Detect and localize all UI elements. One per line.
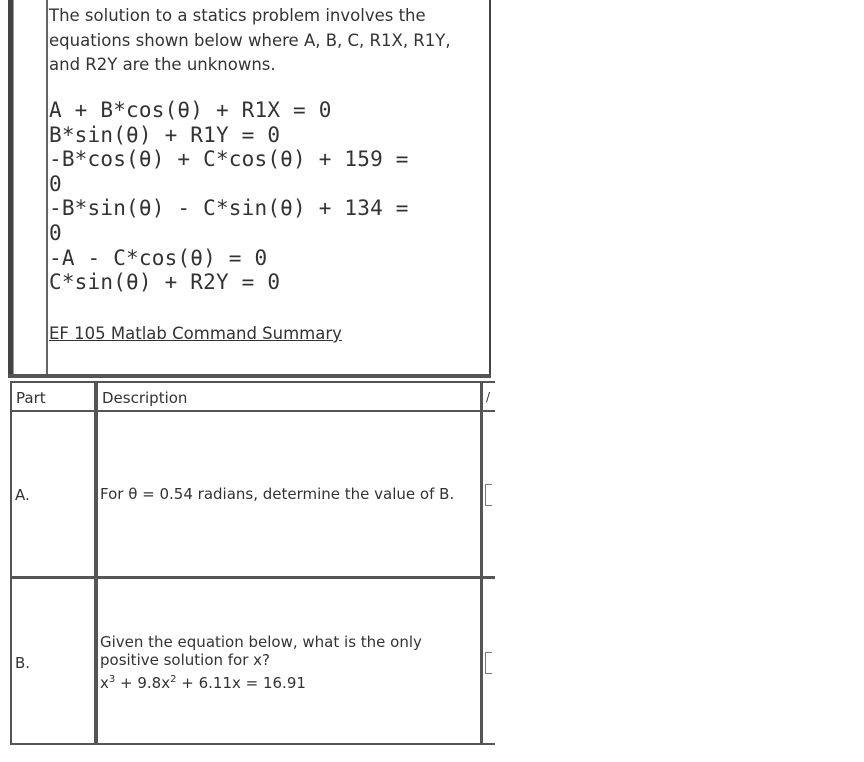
header-description: [96, 381, 482, 412]
eq-x: x: [100, 674, 109, 692]
row-b-equation: [100, 671, 460, 692]
header-answer-label: /: [486, 390, 491, 404]
header-answer: [481, 381, 495, 412]
row-a-part-label: A.: [15, 486, 30, 504]
problem-intro: The solution to a statics problem involves the equations shown below where A, B, C, R1X, R1Y, and R2Y are the unknowns.: [49, 6, 451, 74]
equation-line: -B*sin(θ) - C*sin(θ) + 134 =: [49, 196, 409, 221]
right-border: [489, 0, 491, 376]
equation-line: A + B*cos(θ) + R1X = 0: [49, 98, 332, 122]
header-part: [10, 381, 96, 412]
answer-input-a[interactable]: [485, 484, 492, 506]
matlab-summary-link[interactable]: EF 105 Matlab Command Summary: [49, 324, 342, 343]
eq-mid: + 9.8x: [115, 674, 171, 692]
header-part-label: Part: [16, 389, 46, 407]
equation-line: -A - C*cos(θ) = 0: [49, 245, 268, 270]
equations-block: [49, 98, 409, 295]
eq-sup2: 2: [170, 674, 177, 685]
eq-tail: + 6.11x = 16.91: [176, 674, 306, 692]
answer-input-b[interactable]: [485, 652, 492, 674]
eq-sup3: 3: [108, 674, 116, 685]
row-b-question: Given the equation below, what is the only positive solution for x?: [100, 633, 422, 669]
equation-line: B*sin(θ) + R1Y = 0: [49, 122, 281, 147]
left-gutter: [13, 0, 47, 376]
row-b-part-label: B.: [15, 654, 31, 672]
row-a-description: For θ = 0.54 radians, determine the value of B.: [100, 485, 455, 503]
equation-line: C*sin(θ) + R2Y = 0: [49, 270, 281, 295]
equation-line: 0: [49, 220, 62, 245]
equation-line: -B*cos(θ) + C*cos(θ) + 159 =: [49, 147, 409, 172]
row-b-description: [100, 633, 460, 692]
equation-line: 0: [49, 171, 62, 196]
statement-bottom-rule: [8, 374, 491, 378]
header-description-label: Description: [102, 389, 188, 407]
